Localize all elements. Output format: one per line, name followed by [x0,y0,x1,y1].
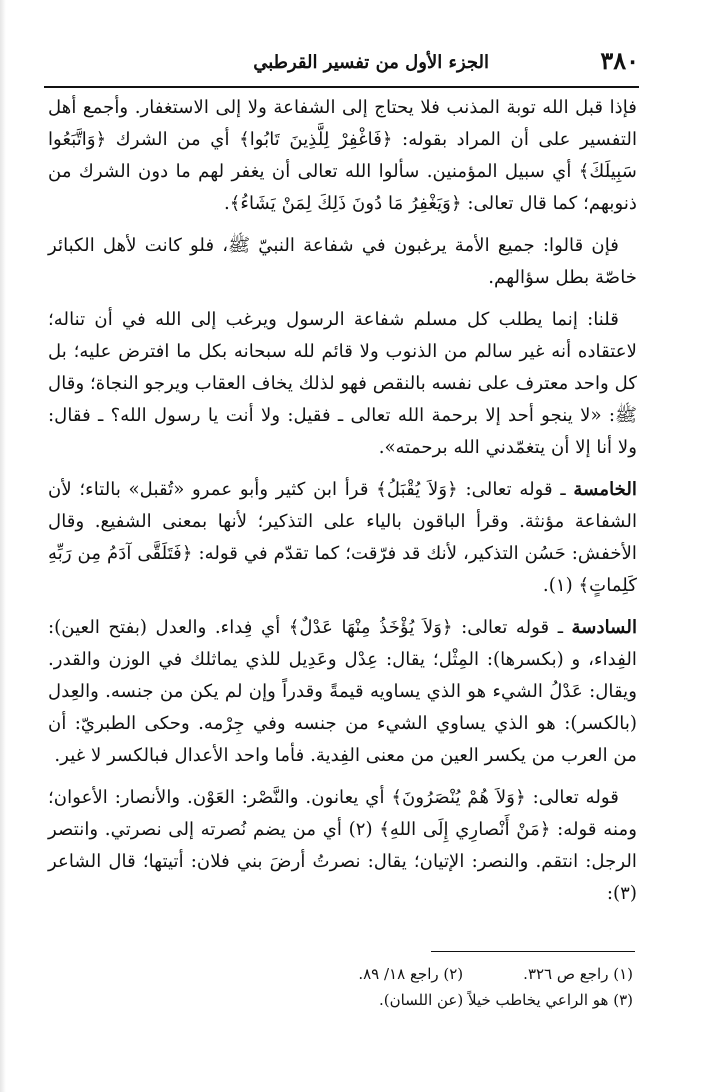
page-edge-shadow [0,0,6,1092]
footnote-rule [431,951,635,952]
footnote-2: (٢) راجع ١٨/ ٨٩. [358,965,464,983]
page-number: ٣٨٠ [600,46,639,75]
footnote-line-2 [48,987,633,1013]
section-text-sadisa: ـ قوله تعالى: ﴿وَلاَ يُؤْخَذُ مِنْهَا عَدْلٌ﴾ أي فِداء. والعدل (بفتح العين): الفِداء، و (بكسرها): المِثْل؛ يقال: عِدْل وعَدِيل للذي يماثلك في الوزن والقدر. ويقال: عَدْلُ الشيء هو الذي يساويه قيمةً وقدراً وإن لم يكن من جنسه. والعِدل (بالكسر): هو الذي يساوي الشيء من جنسه وفي جِرْمه. وحكى الطبريّ: أن من العرب من يكسر العين من معنى الفِدية. فأما واحد الأعدال فبالكسر لا غير. [48,617,637,766]
body-text [48,92,637,920]
paragraph-nasr: قوله تعالى: ﴿وَلاَ هُمْ يُنْصَرُونَ﴾ أي يعانون. والنَّصْر: العَوْن. والأنصار: الأعوان؛ ومنه قوله: ﴿مَنْ أَنْصارِي إِلَى اللهِ﴾ (٢) أي من يضم نُصرته إلى نصرتي. وانتصر الرجل: انتقم. والنصر: الإتيان؛ يقال: نصرتُ أرضَ بني فلان: أتيتها؛ قال الشاعر (٣): [48,787,637,904]
footnote-line-1 [48,961,633,987]
paragraph-reply: قلنا: إنما يطلب كل مسلم شفاعة الرسول ويرغب إلى الله في أن تناله؛ لاعتقاده أنه غير سالم من الذنوب ولا قائم لله سبحانه بكل ما افترض عليه؛ بل كل واحد معترف على نفسه بالنقص فهو لذلك يخاف العقاب ويرجو النجاة؛ وقال ﷺ: «لا ينجو أحد إلا برحمة الله تعالى ـ فقيل: ولا أنت يا رسول الله؟ ـ فقال: ولا أنا إلا أن يتغمّدني الله برحمته». [48,309,637,458]
section-heading-khamisa: الخامسة [573,479,637,500]
page-header [44,44,639,80]
footnote-1: (١) راجع ص ٣٢٦. [523,965,633,983]
section-heading-sadisa: السادسة [571,617,637,638]
paragraph-sadisa [48,612,637,772]
footnote-3: (٣) هو الراعي يخاطب خيلاً (عن اللسان). [378,991,633,1009]
header-rule [44,86,639,88]
running-title: الجزء الأول من تفسير القرطبي [253,52,489,73]
paragraph-objection: فإن قالوا: جميع الأمة يرغبون في شفاعة النبيّ ﷺ، فلو كانت لأهل الكبائر خاصّة بطل سؤالهم. [48,235,637,288]
footnotes [48,961,633,1013]
paragraph-tawba: فإذا قبل الله توبة المذنب فلا يحتاج إلى الشفاعة ولا إلى الاستغفار. وأجمع أهل التفسير على أن المراد بقوله: ﴿فَاغْفِرْ لِلَّذِينَ تَابُوا﴾ أي من الشرك ﴿وَاتَّبَعُوا سَبِيلَكَ﴾ أي سبيل المؤمنين. سألوا الله تعالى أن يغفر لهم ما دون الشرك من ذنوبهم؛ كما قال تعالى: ﴿وَيَغْفِرُ مَا دُونَ ذَلِكَ لِمَنْ يَشَاءُ﴾. [48,97,637,214]
paragraph-khamisa [48,474,637,602]
section-text-khamisa: ـ قوله تعالى: ﴿وَلاَ يُقْبَلُ﴾ قرأ ابن كثير وأبو عمرو «تُقبل» بالتاء؛ لأن الشفاعة مؤنثة. وقرأ الباقون بالياء على التذكير؛ لأنها بمعنى الشفيع. وقال الأخفش: حَسُن التذكير، لأنك قد فرّقت؛ كما تقدّم في قوله: ﴿فَتَلَقَّى آدَمُ مِن رَبِّهِ كَلِماتٍ﴾ (١). [48,479,637,596]
